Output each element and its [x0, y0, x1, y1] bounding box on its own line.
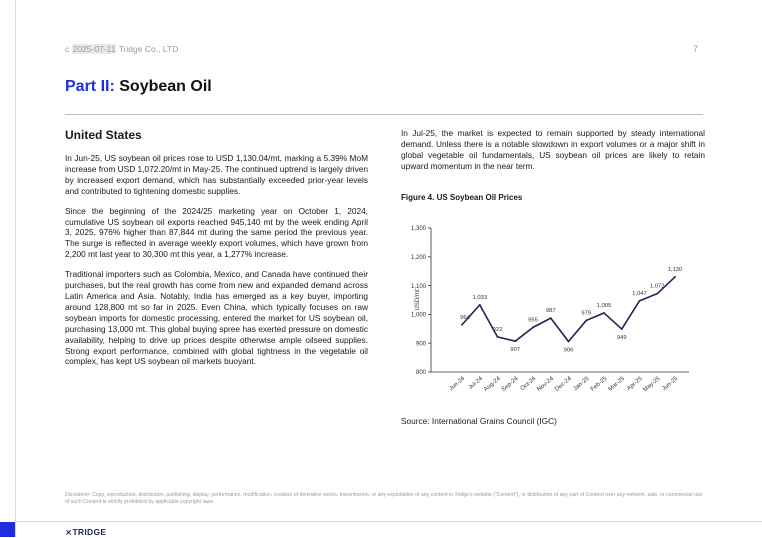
x-tick-label: Aug-24 — [483, 375, 502, 393]
data-point — [585, 320, 587, 322]
x-tick-label: May-25 — [642, 375, 662, 394]
y-tick-label: 1,000 — [410, 312, 426, 319]
data-label: 922 — [492, 326, 503, 333]
data-label: 906 — [563, 347, 574, 354]
data-label: 949 — [616, 335, 627, 342]
y-axis-title: USD/mt — [415, 289, 421, 311]
x-tick-label: Sep-24 — [500, 375, 520, 393]
figure-title: Figure 4. US Soybean Oil Prices — [401, 193, 523, 202]
x-tick-label: Feb-25 — [589, 375, 609, 393]
data-point — [514, 340, 516, 342]
title-divider — [65, 114, 703, 115]
data-point — [461, 324, 463, 326]
x-tick-label: Dec-24 — [554, 375, 573, 393]
soybean-oil-price-chart — [401, 215, 701, 410]
left-column — [65, 153, 368, 376]
paragraph: In Jun-25, US soybean oil prices rose to USD 1,130.04/mt, marking a 5.39% MoM increase from USD 1,072.20/mt in May-25. The continued uptrend is largely driven by increased export demand, which has substantially exceeded prior-year levels and contributed to tightening domestic supplies. — [65, 153, 368, 196]
data-point — [497, 336, 499, 338]
right-column — [401, 128, 705, 172]
header-prefix: c — [65, 44, 70, 54]
header-company: Tridge Co., LTD — [118, 44, 179, 54]
data-label: 964 — [460, 314, 470, 321]
x-tick-label: Nov-24 — [536, 375, 556, 393]
data-label: 1,033 — [472, 294, 488, 301]
y-tick-label: 1,100 — [410, 283, 426, 290]
x-tick-label: Jul-24 — [467, 375, 485, 392]
x-tick-label: Oct-24 — [519, 375, 538, 393]
part-name: Soybean Oil — [119, 78, 212, 95]
data-point — [656, 293, 658, 295]
disclaimer: Disclaimer: Copy, reproduction, distribution, publishing, display, performance, modification, creation of derivative works, transmission, or any exploitation of any content in Tridge's website ("Content"), or distribution of any part of Content over any network, sale, or commercial use of such Content is strictly prohibited by applicable copyright laws. — [65, 492, 703, 505]
data-point — [550, 317, 552, 319]
brand-mark-icon: ⨯ — [65, 527, 73, 537]
data-label: 987 — [545, 308, 556, 315]
data-label: 1,130 — [667, 266, 683, 273]
data-label: 1,005 — [596, 302, 612, 309]
data-label: 1,072 — [649, 283, 665, 290]
left-margin-rule — [15, 0, 16, 537]
y-tick-label: 1,300 — [410, 226, 426, 233]
paragraph: In Jul-25, the market is expected to remain supported by steady international demand. Unless there is a notable slowdown in export volumes or a major shift in global vegetable oil fundamentals, US soybean oil prices are likely to retain upward momentum in the near term. — [401, 128, 705, 171]
page-number: 7 — [693, 44, 699, 54]
data-label: 955 — [528, 317, 538, 324]
data-point — [621, 328, 623, 330]
y-tick-label: 900 — [415, 341, 426, 348]
data-point — [603, 312, 605, 314]
header-date: 2025-07-11 — [72, 44, 116, 54]
paragraph: Since the beginning of the 2024/25 marketing year on October 1, 2024, cumulative US soybean oil exports reached 945,140 mt by the week ending April 3, 2025, 976% higher than 87,844 mt during the same period the previous year. The surge is reflected in average weekly export volumes, which have grown from 2,200 mt last year to 30,300 mt this year, a 1,277% increase. — [65, 205, 368, 260]
data-point — [479, 304, 481, 306]
paragraph: Traditional importers such as Colombia, Mexico, and Canada have continued their purchases, but the real growth has come from new and expanded demand across Latin America and Asia. Notably, India has emerged as a key buyer, importing around 128,800 mt so far in 2025. Even China, which typically focuses on raw soybean imports for domestic processing, entered the market for US soybean oil, purchasing 13,000 mt. This global buying spree has exerted pressure on domestic availability, helping to drive up prices despite otherwise ample oilseed supplies. Strong export performance, combined with global tightness in the vegetable oil complex, has kept US soybean oil markets buoyant. — [65, 269, 368, 367]
x-tick-label: Apr-25 — [626, 375, 644, 393]
x-tick-label: Jun-24 — [448, 375, 467, 393]
x-tick-label: Jun-25 — [661, 375, 680, 393]
x-tick-label: Jan-25 — [572, 375, 591, 393]
data-point — [674, 276, 676, 278]
brand-logo — [65, 527, 106, 538]
part-label: Part II: — [65, 78, 115, 95]
data-label: 979 — [581, 310, 592, 317]
data-label: 1,047 — [632, 290, 647, 297]
y-tick-label: 1,200 — [410, 255, 426, 261]
data-point — [639, 300, 641, 302]
section-title: United States — [65, 128, 142, 142]
data-point — [532, 326, 534, 328]
brand-corner-block — [0, 522, 15, 537]
part-title — [65, 78, 212, 96]
x-tick-label: Mar-25 — [607, 375, 627, 393]
footer-divider — [15, 521, 762, 522]
data-label: 907 — [510, 347, 521, 354]
data-point — [568, 341, 570, 343]
y-tick-label: 800 — [415, 370, 426, 377]
figure-source: Source: International Grains Council (IGC) — [401, 416, 557, 426]
page-header — [65, 44, 178, 54]
brand-name: TRIDGE — [72, 527, 107, 537]
